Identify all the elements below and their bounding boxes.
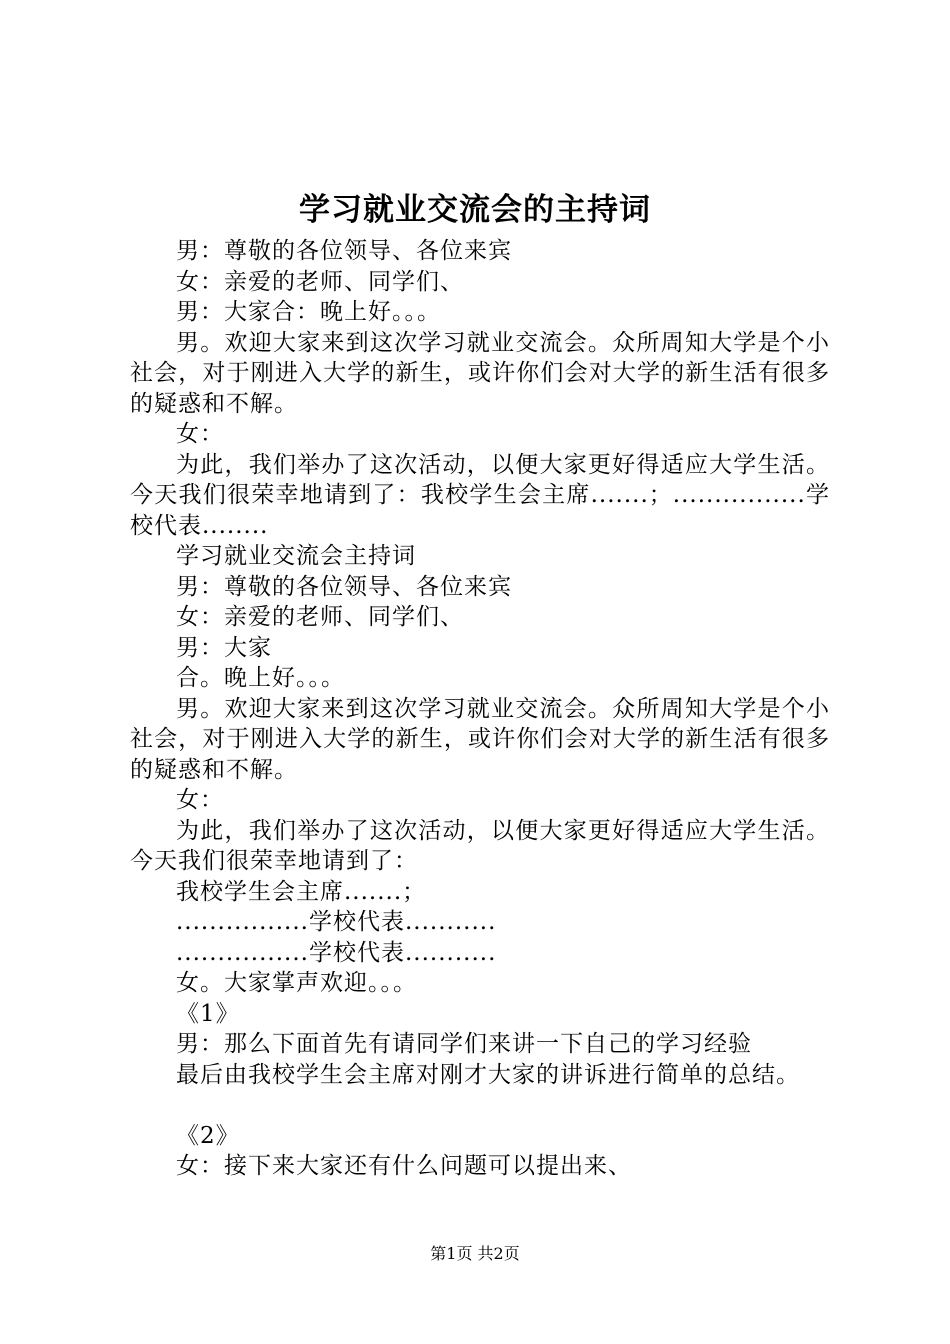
document-title: 学习就业交流会的主持词: [299, 192, 651, 228]
page-number-footer: 第1页 共2页: [430, 1244, 520, 1263]
paragraph: 女：接下来大家还有什么问题可以提出来、: [176, 1153, 632, 1179]
paragraph: 女：: [176, 787, 224, 813]
paragraph: 为此，我们举办了这次活动，以便大家更好得适应大学生活。今天我们很荣幸地请到了：我校学生会主席.......；................学校代表........: [130, 451, 830, 539]
paragraph: 男：大家合：晚上好。。。: [176, 299, 441, 325]
paragraph: 男。欢迎大家来到这次学习就业交流会。众所周知大学是个小社会，对于刚进入大学的新生，或许你们会对大学的新生活有很多的疑惑和不解。: [130, 695, 830, 783]
paragraph: 为此，我们举办了这次活动，以便大家更好得适应大学生活。今天我们很荣幸地请到了：: [130, 817, 830, 874]
paragraph: 男：尊敬的各位领导、各位来宾: [176, 238, 512, 264]
paragraph: 最后由我校学生会主席对刚才大家的讲诉进行简单的总结。: [176, 1061, 800, 1088]
paragraph: 《1》: [176, 1000, 240, 1027]
paragraph: 男：大家: [176, 634, 272, 661]
paragraph: 女：亲爱的老师、同学们、: [176, 268, 464, 295]
paragraph: 男。欢迎大家来到这次学习就业交流会。众所周知大学是个小社会，对于刚进入大学的新生，或许你们会对大学的新生活有很多的疑惑和不解。: [130, 329, 830, 417]
document-body: [130, 236, 830, 1182]
paragraph: 女：: [176, 421, 224, 447]
paragraph: 合。晚上好。。。: [176, 665, 345, 691]
paragraph: ................学校代表...........: [176, 909, 497, 935]
paragraph: 学习就业交流会主持词: [176, 543, 416, 569]
paragraph: 男：那么下面首先有请同学们来讲一下自己的学习经验: [176, 1031, 752, 1057]
blank-line: [130, 1090, 830, 1121]
paragraph: ................学校代表...........: [176, 939, 497, 966]
paragraph: 男：尊敬的各位领导、各位来宾: [176, 573, 512, 600]
paragraph: 女。大家掌声欢迎。。。: [176, 970, 417, 996]
paragraph: 《2》: [176, 1122, 240, 1149]
paragraph: 我校学生会主席.......；: [176, 878, 427, 905]
paragraph: 女：亲爱的老师、同学们、: [176, 604, 464, 630]
